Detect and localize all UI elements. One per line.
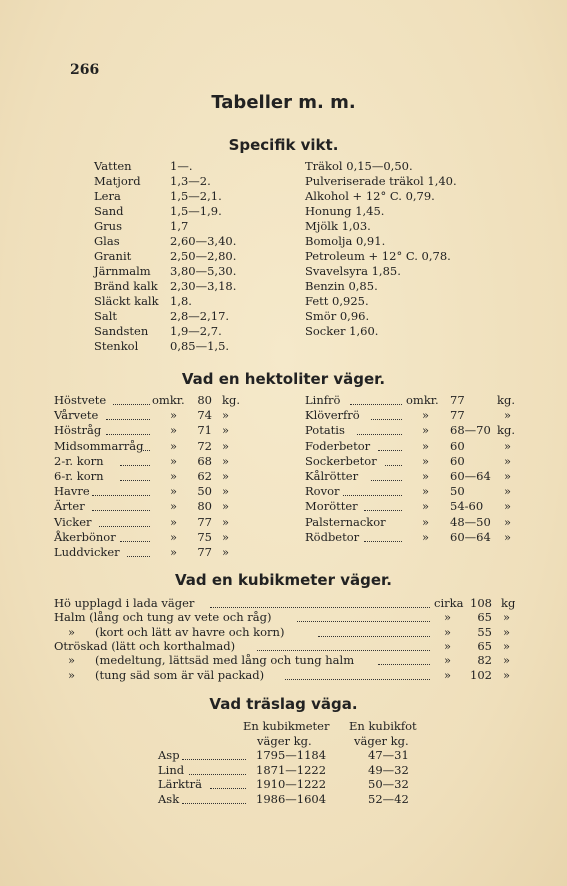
hl-left-unit: » [222, 469, 230, 483]
leader-dots [106, 434, 150, 435]
sw-right-item: Petroleum + 12° C. 0,78. [305, 249, 451, 263]
hl-left-unit: » [222, 408, 230, 423]
sw-right-item: Fett 0,925. [305, 294, 369, 308]
hl-right-pre: » [422, 484, 430, 499]
sw-left-name: Bränd kalk [94, 279, 158, 293]
wood-name: Lärkträ [158, 777, 202, 791]
sw-right-item: Smör 0,96. [305, 309, 370, 323]
hl-right-name: Klöverfrö [305, 408, 360, 423]
hl-right-pre: omkr. [406, 393, 439, 407]
sw-left-name: Järnmalm [94, 264, 151, 278]
leader-dots [364, 510, 402, 511]
leader-dots [120, 541, 150, 542]
sw-left-value: 2,60—3,40. [170, 234, 237, 248]
sw-left-name: Stenkol [94, 339, 139, 353]
leader-dots [106, 419, 150, 420]
sw-left-name: Granit [94, 249, 132, 263]
cubic-value: 65 [477, 610, 492, 625]
hl-left-unit: » [222, 529, 230, 544]
hl-right-unit: » [504, 408, 512, 423]
hl-right-name: Palsternackor [305, 514, 386, 529]
sw-left-name: Salt [94, 309, 118, 323]
sw-left-name: Släckt kalk [94, 294, 159, 308]
cubic-pre: » [444, 638, 452, 653]
hl-left-pre: » [170, 469, 178, 483]
wood-m3: 1871—1222 [256, 762, 327, 777]
cubic-item: (kort och lätt av havre och korn) [95, 624, 285, 639]
cubic-value: 65 [477, 638, 492, 653]
wood-name: Asp [158, 748, 180, 762]
hl-left-value: 50 [197, 484, 212, 499]
hl-right-unit: » [504, 469, 512, 483]
leader-dots [350, 404, 402, 405]
hl-right-value: 60 [450, 453, 465, 468]
wood-ft3: 49—32 [368, 762, 409, 777]
sw-left-value: 1—. [170, 159, 193, 173]
hl-left-name: Höstråg [54, 423, 102, 438]
wood-name: Lind [158, 762, 185, 777]
leader-dots [113, 404, 150, 405]
cubic-ditto: » [68, 653, 76, 668]
hl-right-unit: » [504, 499, 512, 514]
cubic-item: (medeltung, lättsäd med lång och tung halm [95, 653, 355, 668]
cubic-value: 55 [477, 624, 492, 639]
sw-right-item: Bomolja 0,91. [305, 234, 386, 248]
hl-right-unit: » [504, 529, 512, 544]
leader-dots [99, 526, 150, 527]
wood-ft3: 52—42 [368, 791, 409, 806]
leader-dots [385, 465, 402, 466]
cubic-pre: cirka [434, 596, 464, 610]
hl-left-value: 80 [197, 393, 212, 407]
hl-left-pre: » [170, 484, 178, 499]
sw-left-value: 1,5—1,9. [170, 204, 222, 218]
cubic-unit: » [503, 638, 511, 653]
leader-dots [378, 450, 402, 451]
cubic-item: Hö upplagd i lada väger [54, 596, 195, 610]
hl-left-name: Vicker [54, 514, 92, 529]
sw-right-item: Benzin 0,85. [305, 279, 378, 293]
wood-name: Ask [158, 791, 180, 806]
hl-right-pre: » [422, 453, 430, 468]
leader-dots [357, 434, 402, 435]
hl-right-name: Foderbetor [305, 438, 371, 453]
sw-right-item: Pulveriserade träkol 1,40. [305, 174, 457, 188]
hl-left-pre: » [170, 453, 178, 468]
hl-left-value: 74 [197, 408, 212, 423]
page-title: Tabeller m. m. [211, 92, 356, 113]
leader-dots [182, 803, 246, 804]
cubic-ditto: » [68, 667, 76, 682]
sw-left-value: 0,85—1,5. [170, 339, 230, 353]
sw-left-name: Sandsten [94, 324, 149, 338]
sw-left-value: 2,8—2,17. [170, 309, 230, 323]
hl-left-name: Höstvete [54, 393, 107, 407]
cubic-unit: » [503, 667, 511, 682]
hl-right-unit: kg. [497, 393, 515, 407]
sw-left-name: Lera [94, 189, 121, 203]
sw-left-name: Grus [94, 219, 122, 233]
hl-left-unit: » [222, 499, 230, 514]
sw-left-value: 2,50—2,80. [170, 249, 237, 263]
specific-weight-heading: Specifik vikt. [228, 136, 339, 154]
hl-left-unit: » [222, 423, 230, 438]
leader-dots [120, 480, 150, 481]
sw-right-item: Mjölk 1,03. [305, 219, 371, 233]
wood-heading: Vad träslag väga. [209, 695, 358, 713]
hl-right-value: 50 [450, 484, 465, 499]
hl-right-value: 68—70 [450, 423, 491, 438]
cubic-pre: » [444, 624, 452, 639]
leader-dots [343, 495, 402, 496]
wood-ft3: 50—32 [368, 777, 409, 791]
hl-left-value: 71 [197, 423, 212, 438]
hl-right-name: Rödbetor [305, 529, 360, 544]
cubic-heading: Vad en kubikmeter väger. [175, 571, 392, 589]
cubic-pre: » [444, 667, 452, 682]
leader-dots [189, 774, 246, 775]
cubic-unit: » [503, 610, 511, 625]
cubic-item: Otröskad (lätt och korthalmad) [54, 638, 236, 653]
hl-left-pre: » [170, 529, 178, 544]
hl-left-pre: » [170, 423, 178, 438]
hl-right-name: Morötter [305, 499, 358, 514]
hl-left-name: 2-r. korn [54, 453, 104, 468]
hl-right-pre: » [422, 438, 430, 453]
sw-left-name: Sand [94, 204, 124, 218]
cubic-value: 108 [470, 596, 492, 610]
hl-left-value: 80 [197, 499, 212, 514]
sw-left-value: 2,30—3,18. [170, 279, 237, 293]
hl-left-pre: omkr. [152, 393, 185, 407]
cubic-unit: kg [501, 596, 516, 610]
cubic-item: (tung säd som är väl packad) [95, 667, 265, 682]
leader-dots [182, 759, 246, 760]
cubic-unit: » [503, 653, 511, 668]
leader-dots [210, 788, 246, 789]
sw-left-value: 1,8. [170, 294, 192, 308]
hl-right-pre: » [422, 529, 430, 544]
leader-dots [297, 621, 430, 622]
hl-right-name: Kålrötter [305, 469, 359, 483]
hl-right-value: 48—50 [450, 514, 491, 529]
hl-right-unit: kg. [497, 423, 515, 438]
cubic-item: Halm (lång och tung av vete och råg) [54, 610, 272, 625]
hl-left-pre: » [170, 545, 178, 559]
hl-left-unit: » [222, 438, 230, 453]
hl-left-unit: » [222, 545, 230, 559]
hl-right-value: 77 [450, 393, 465, 407]
leader-dots [92, 495, 150, 496]
leader-dots [210, 607, 430, 608]
hl-right-name: Linfrö [305, 393, 341, 407]
hl-left-value: 77 [197, 545, 212, 559]
sw-left-value: 1,9—2,7. [170, 324, 222, 338]
sw-left-value: 1,5—2,1. [170, 189, 222, 203]
leader-dots [141, 450, 150, 451]
hl-left-pre: » [170, 438, 178, 453]
hl-right-pre: » [422, 423, 430, 438]
hl-right-pre: » [422, 408, 430, 423]
wood-col2-subheader: väger kg. [354, 734, 409, 748]
hl-left-name: Midsommarråg [54, 438, 144, 453]
hl-right-pre: » [422, 499, 430, 514]
hl-left-pre: » [170, 514, 178, 529]
hl-right-name: Potatis [305, 423, 345, 438]
hl-right-unit: » [504, 438, 512, 453]
hl-left-name: 6-r. korn [54, 469, 104, 483]
leader-dots [257, 650, 430, 651]
leader-dots [378, 664, 430, 665]
hl-right-unit: » [504, 484, 512, 499]
hl-left-value: 62 [197, 469, 212, 483]
hl-left-name: Ärter [54, 499, 85, 514]
hl-left-value: 77 [197, 514, 212, 529]
leader-dots [92, 510, 150, 511]
leader-dots [285, 679, 430, 680]
sw-left-name: Vatten [94, 159, 132, 173]
hl-right-pre: » [422, 469, 430, 483]
leader-dots [364, 541, 402, 542]
wood-col2-header: En kubikfot [349, 719, 417, 733]
hl-left-unit: » [222, 484, 230, 499]
wood-m3: 1986—1604 [256, 791, 327, 806]
sw-left-value: 1,7 [170, 219, 189, 233]
cubic-ditto: » [68, 624, 76, 639]
sw-right-item: Honung 1,45. [305, 204, 385, 218]
page-number: 266 [70, 62, 100, 78]
hl-right-value: 77 [450, 408, 465, 423]
sw-right-item: Alkohol + 12° C. 0,79. [305, 189, 435, 203]
hl-left-name: Vårvete [54, 408, 99, 423]
wood-col1-header: En kubikmeter [243, 719, 330, 733]
sw-right-item: Socker 1,60. [305, 324, 379, 338]
hl-left-unit: kg. [222, 393, 240, 407]
leader-dots [318, 636, 430, 637]
cubic-value: 102 [470, 667, 492, 682]
sw-left-value: 3,80—5,30. [170, 264, 237, 278]
hl-left-unit: » [222, 453, 230, 468]
hl-right-value: 60 [450, 438, 465, 453]
leader-dots [371, 480, 402, 481]
cubic-pre: » [444, 610, 452, 625]
sw-left-name: Glas [94, 234, 120, 248]
leader-dots [127, 556, 150, 557]
hl-left-name: Havre [54, 484, 90, 499]
leader-dots [120, 465, 150, 466]
hl-right-pre: » [422, 514, 430, 529]
hl-left-pre: » [170, 408, 178, 423]
cubic-unit: » [503, 624, 511, 639]
hl-left-value: 72 [197, 438, 212, 453]
sw-left-value: 1,3—2. [170, 174, 211, 188]
hl-left-unit: » [222, 514, 230, 529]
hl-left-name: Luddvicker [54, 545, 120, 559]
hl-left-pre: » [170, 499, 178, 514]
sw-left-name: Matjord [94, 174, 141, 188]
hectoliter-heading: Vad en hektoliter väger. [181, 370, 386, 388]
hl-right-unit: » [504, 453, 512, 468]
hl-right-unit: » [504, 514, 512, 529]
sw-right-item: Träkol 0,15—0,50. [305, 159, 413, 173]
wood-m3: 1910—1222 [256, 777, 327, 791]
hl-right-value: 60—64 [450, 469, 491, 483]
hl-left-value: 68 [197, 453, 212, 468]
wood-col1-subheader: väger kg. [257, 734, 312, 748]
wood-ft3: 47—31 [368, 748, 409, 762]
cubic-pre: » [444, 653, 452, 668]
hl-right-name: Sockerbetor [305, 453, 377, 468]
hl-left-name: Åkerbönor [54, 529, 116, 544]
leader-dots [371, 419, 402, 420]
hl-right-value: 54-60 [450, 499, 484, 514]
hl-right-value: 60—64 [450, 529, 491, 544]
cubic-value: 82 [477, 653, 492, 668]
hl-right-name: Rovor [305, 484, 340, 499]
sw-right-item: Svavelsyra 1,85. [305, 264, 401, 278]
hl-left-value: 75 [197, 529, 212, 544]
wood-m3: 1795—1184 [256, 748, 327, 762]
